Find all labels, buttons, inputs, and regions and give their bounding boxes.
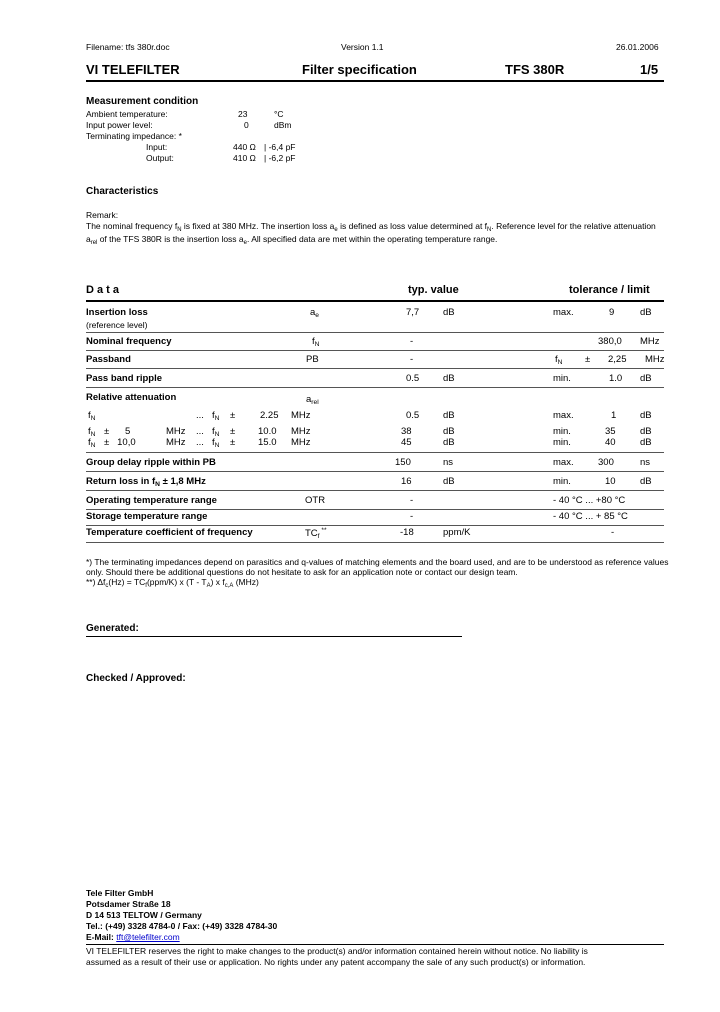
- footer-company: Tele Filter GmbH: [86, 888, 154, 898]
- atten-f2: $f_N$: [212, 437, 220, 449]
- atten-lim-unit: dB: [640, 426, 652, 437]
- row-name: Nominal frequency: [86, 336, 172, 347]
- atten-lim-kind: max.: [553, 410, 574, 421]
- row-name: Group delay ripple within PB: [86, 457, 216, 468]
- atten-f1: $f_N$: [88, 437, 96, 449]
- footer-phone: Tel.: (+49) 3328 4784-0 / Fax: (+49) 3328 4784-30: [86, 921, 278, 931]
- row-typ: -: [410, 354, 414, 365]
- atten-unit: MHz: [291, 410, 311, 421]
- row-name: Temperature coefficient of frequency: [86, 527, 253, 538]
- version: Version 1.1: [341, 42, 384, 52]
- footer-street: Potsdamer Straße 18: [86, 899, 171, 909]
- atten-f2: $f_N$: [212, 410, 220, 422]
- row-symbol: PB: [306, 354, 319, 365]
- page-number: 1/5: [640, 62, 659, 77]
- row-lim-text: - 40 °C ... + 85 °C: [553, 511, 628, 522]
- atten-pm: ±: [230, 437, 236, 448]
- row-divider: [86, 368, 664, 369]
- atten-typ-unit: dB: [443, 410, 455, 421]
- meas-label: Ambient temperature:: [86, 109, 168, 119]
- row-name: Return loss in $f_N \pm 1,8$ MHz: [86, 476, 206, 488]
- atten-pm: ±: [230, 410, 236, 421]
- row-lim-kind: min.: [553, 476, 571, 487]
- row-lim-kind: min.: [553, 373, 571, 384]
- atten-lim-unit: dB: [640, 410, 652, 421]
- atten-val: 15.0: [258, 437, 277, 448]
- footer-email: E-Mail: tft@telefilter.com: [86, 932, 180, 942]
- atten-f2: $f_N$: [212, 426, 220, 438]
- row-lim-unit: dB: [640, 476, 652, 487]
- row-name: Pass band ripple: [86, 373, 163, 384]
- footnote-1: *) The terminating impedances depend on parasitics and q-values of matching elements and the board used, and are to be understood as reference values: [86, 557, 669, 567]
- meas-unit: dBm: [274, 120, 292, 130]
- row-lim-text: -: [611, 527, 615, 538]
- row-name: Insertion loss: [86, 307, 148, 318]
- product-name: TFS 380R: [505, 62, 565, 77]
- row-typ: 150: [395, 457, 411, 468]
- row-lim-pm: ±: [585, 354, 591, 365]
- row-divider: [86, 509, 664, 510]
- atten-typ-unit: dB: [443, 426, 455, 437]
- remark-line-1: The nominal frequency $f_N$ is fixed at 380 MHz. The insertion loss $a_e$ is defined as loss value determined at $f_N$. Reference level for the relative attenuation: [86, 221, 656, 233]
- atten-lim-kind: min.: [553, 426, 571, 437]
- row-divider: [86, 471, 664, 472]
- atten-pm: ±: [230, 426, 236, 437]
- generated-label: Generated:: [86, 623, 139, 634]
- row-divider: [86, 332, 664, 333]
- atten-dots: ...: [196, 410, 204, 421]
- col-data: D a t a: [86, 284, 120, 296]
- atten-lim-val: 1: [611, 410, 617, 421]
- atten-dots: ...: [196, 437, 204, 448]
- atten-f1: $f_N$: [88, 410, 96, 422]
- row-divider: [86, 350, 664, 351]
- disclaimer-2: assumed as a result of their use or application. No rights under any patent accompany the sale of any such product(s) or information.: [86, 957, 586, 967]
- row-lim-unit: MHz: [640, 336, 660, 347]
- header-rule: [86, 80, 664, 82]
- atten-f1: $f_N$: [88, 426, 96, 438]
- impedance-unit: | -6,2 pF: [264, 153, 296, 163]
- impedance-value: 440 Ω: [233, 142, 256, 152]
- atten-lim-kind: min.: [553, 437, 571, 448]
- row-lim-unit: dB: [640, 307, 652, 318]
- company-name: VI TELEFILTER: [86, 62, 180, 77]
- row-typ: 16: [401, 476, 412, 487]
- col-tolerance: tolerance / limit: [569, 284, 650, 296]
- row-lim-kind: max.: [553, 457, 574, 468]
- impedance-value: 410 Ω: [233, 153, 256, 163]
- row-typ: 7,7: [406, 307, 420, 318]
- row-lim-val: 9: [609, 307, 615, 318]
- row-typ-unit: ppm/K: [443, 527, 471, 538]
- impedance-label: Output:: [146, 153, 174, 163]
- row-typ: 0.5: [406, 373, 420, 384]
- footnote-1-cont: only. Should there be additional questions do not hesitate to ask for an application note or contact our design team.: [86, 567, 518, 577]
- email-link[interactable]: tft@telefilter.com: [116, 932, 180, 942]
- row-typ-unit: dB: [443, 307, 455, 318]
- atten-dots: ...: [196, 426, 204, 437]
- atten-offset: ± 5: [104, 426, 131, 437]
- atten-lim-val: 35: [605, 426, 616, 437]
- row-name: Passband: [86, 354, 131, 365]
- row-lim-unit: MHz: [645, 354, 665, 365]
- row-symbol: $TC_f$ **: [305, 527, 327, 541]
- row-lim-kind: max.: [553, 307, 574, 318]
- row-symbol: $a_e$: [310, 307, 319, 319]
- meas-value: 0: [244, 120, 249, 130]
- remark-label: Remark:: [86, 210, 119, 220]
- row-subname: (reference level): [86, 320, 148, 330]
- atten-unit: MHz: [291, 426, 311, 437]
- row-typ-unit: dB: [443, 476, 455, 487]
- row-divider: [86, 490, 664, 491]
- row-typ: -18: [400, 527, 414, 538]
- atten-offset: ± 10,0: [104, 437, 136, 448]
- row-typ-unit: ns: [443, 457, 454, 468]
- meas-label: Terminating impedance: *: [86, 131, 182, 141]
- row-lim-val: 10: [605, 476, 616, 487]
- row-symbol: OTR: [305, 495, 326, 506]
- row-divider: [86, 542, 664, 543]
- atten-val: 2.25: [260, 410, 279, 421]
- meas-value: 23: [238, 109, 248, 119]
- row-divider: [86, 387, 664, 388]
- meas-label: Input power level:: [86, 120, 153, 130]
- atten-lim-unit: dB: [640, 437, 652, 448]
- row-lim-text: - 40 °C ... +80 °C: [553, 495, 626, 506]
- row-typ: -: [410, 511, 414, 522]
- row-symbol: $a_{rel}$: [306, 394, 319, 406]
- atten-val: 10.0: [258, 426, 277, 437]
- row-lim-kind: $f_N$: [555, 354, 563, 366]
- remark-line-2: $a_{rel}$ of the TFS 380R is the insertion loss $a_e$. All specified data are met within the operating temperature range.: [86, 234, 498, 246]
- impedance-label: Input:: [146, 142, 168, 152]
- atten-offset-unit: MHz: [166, 437, 186, 448]
- row-lim-val: 300: [598, 457, 614, 468]
- row-divider: [86, 452, 664, 453]
- atten-lim-val: 40: [605, 437, 616, 448]
- atten-offset-unit: MHz: [166, 426, 186, 437]
- characteristics-heading: Characteristics: [86, 186, 159, 197]
- atten-typ-unit: dB: [443, 437, 455, 448]
- meas-unit: °C: [274, 109, 284, 119]
- footnote-2: **) $\Delta f_c(Hz) = TC_f(ppm/K)$ x $(T - T_A)$ x $f_{c,A}$ (MHz): [86, 577, 259, 589]
- row-typ-unit: dB: [443, 373, 455, 384]
- doc-title: Filter specification: [302, 62, 417, 77]
- row-symbol: $f_N$: [312, 336, 320, 348]
- atten-typ: 0.5: [406, 410, 420, 421]
- signature-line: [86, 636, 462, 637]
- filename: Filename: tfs 380r.doc: [86, 42, 170, 52]
- atten-typ: 38: [401, 426, 412, 437]
- footer-rule: [86, 944, 664, 945]
- footer-city: D 14 513 TELTOW / Germany: [86, 910, 202, 920]
- row-typ: -: [410, 336, 414, 347]
- row-name: Operating temperature range: [86, 495, 217, 506]
- row-typ: -: [410, 495, 414, 506]
- table-header-rule: [86, 300, 664, 302]
- col-typ-value: typ. value: [408, 284, 459, 296]
- row-lim-val: 2,25: [608, 354, 627, 365]
- row-lim-val: 1.0: [609, 373, 623, 384]
- row-lim-unit: ns: [640, 457, 651, 468]
- row-lim-val: 380,0: [598, 336, 622, 347]
- disclaimer-1: VI TELEFILTER reserves the right to make changes to the product(s) and/or information contained herein without notice. No liability is: [86, 946, 588, 956]
- atten-unit: MHz: [291, 437, 311, 448]
- row-divider: [86, 525, 664, 526]
- date: 26.01.2006: [616, 42, 659, 52]
- row-lim-unit: dB: [640, 373, 652, 384]
- impedance-unit: | -6,4 pF: [264, 142, 296, 152]
- checked-label: Checked / Approved:: [86, 673, 186, 684]
- row-name: Relative attenuation: [86, 392, 177, 403]
- row-name: Storage temperature range: [86, 511, 208, 522]
- atten-typ: 45: [401, 437, 412, 448]
- measurement-heading: Measurement condition: [86, 96, 199, 107]
